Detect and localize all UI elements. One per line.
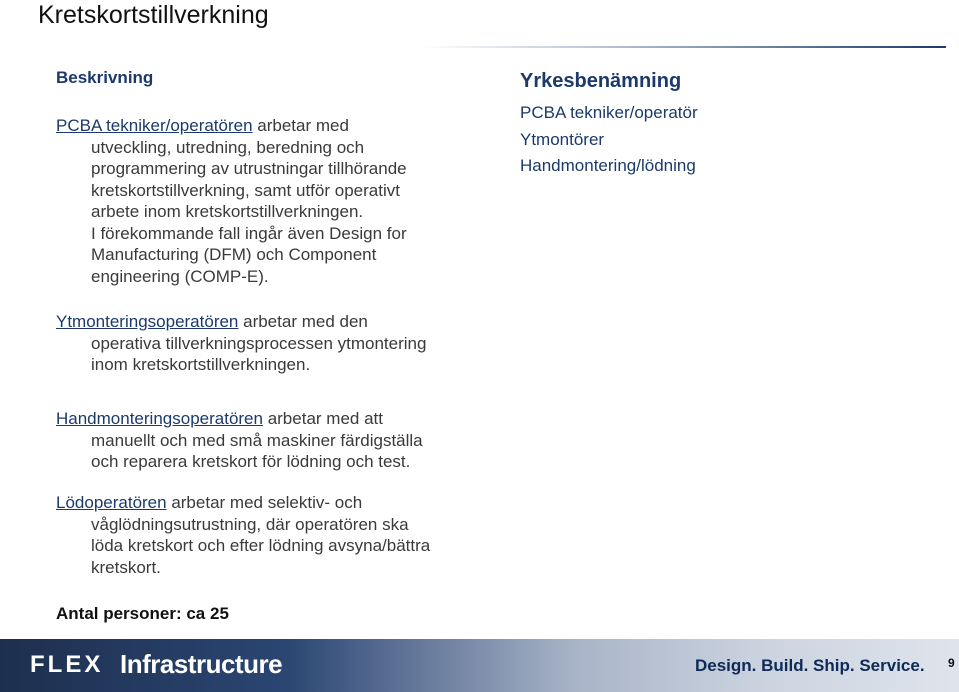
paragraph-first-line xyxy=(56,492,430,514)
slide-title: Kretskortstillverkning xyxy=(38,1,269,29)
paragraph-line: programmering av utrustningar tillhörande xyxy=(91,159,407,178)
role-link-ytmontering: Ytmonteringsoperatören xyxy=(56,312,239,331)
job-titles-heading: Yrkesbenämning xyxy=(520,70,682,92)
logo-subtitle: Infrastructure xyxy=(120,649,283,679)
page-number: 9 xyxy=(948,656,955,670)
paragraph-text: arbetar med selektiv- och xyxy=(166,493,363,512)
paragraph-line: löda kretskort och efter lödning avsyna/bättra xyxy=(91,536,431,555)
paragraph-first-line xyxy=(56,408,423,430)
paragraph-line: I förekommande fall ingår även Design for xyxy=(91,223,407,243)
paragraph-line: arbete inom kretskortstillverkningen. xyxy=(91,202,364,221)
paragraph-line: manuellt och med små maskiner färdigställa xyxy=(91,430,423,450)
paragraph-first-line xyxy=(56,115,407,137)
title-divider xyxy=(420,46,946,48)
role-link-pcba: PCBA tekniker/operatören xyxy=(56,116,253,135)
job-title-item: Ytmontörer xyxy=(520,129,605,149)
paragraph-line: kretskort. xyxy=(91,557,161,577)
paragraph-ytmontering xyxy=(56,311,426,376)
paragraph-handmontering xyxy=(56,408,423,473)
paragraph-line: operativa tillverkningsprocessen ytmontering xyxy=(91,333,427,353)
flex-logo: FLEX xyxy=(30,651,104,678)
headcount: Antal personer: ca 25 xyxy=(56,604,229,623)
paragraph-line: och reparera kretskort för lödning och test. xyxy=(91,452,411,471)
job-titles-list xyxy=(520,100,698,180)
paragraph-text: arbetar med den xyxy=(238,312,368,331)
paragraph-line: kretskortstillverkning, samt utför operativt xyxy=(91,180,400,200)
job-title-item: PCBA tekniker/operatör xyxy=(520,103,698,122)
description-heading: Beskrivning xyxy=(56,68,154,87)
paragraph-line: engineering (COMP-E). xyxy=(91,266,269,286)
paragraph-text: arbetar med xyxy=(252,116,349,135)
paragraph-first-line xyxy=(56,311,426,333)
paragraph-line: inom kretskortstillverkningen. xyxy=(91,355,311,374)
paragraph-line: våglödningsutrustning, där operatören ska xyxy=(91,514,409,534)
paragraph-text: arbetar med att xyxy=(262,409,383,428)
role-link-lodning: Lödoperatören xyxy=(56,493,167,512)
paragraph-pcba xyxy=(56,115,407,287)
paragraph-lodning xyxy=(56,492,430,578)
footer-tagline: Design. Build. Ship. Service. xyxy=(695,656,925,675)
paragraph-line: utveckling, utredning, beredning och xyxy=(91,137,365,157)
job-title-item: Handmontering/lödning xyxy=(520,156,696,175)
role-link-handmontering: Handmonteringsoperatören xyxy=(56,409,263,428)
paragraph-line: Manufacturing (DFM) och Component xyxy=(91,245,377,264)
